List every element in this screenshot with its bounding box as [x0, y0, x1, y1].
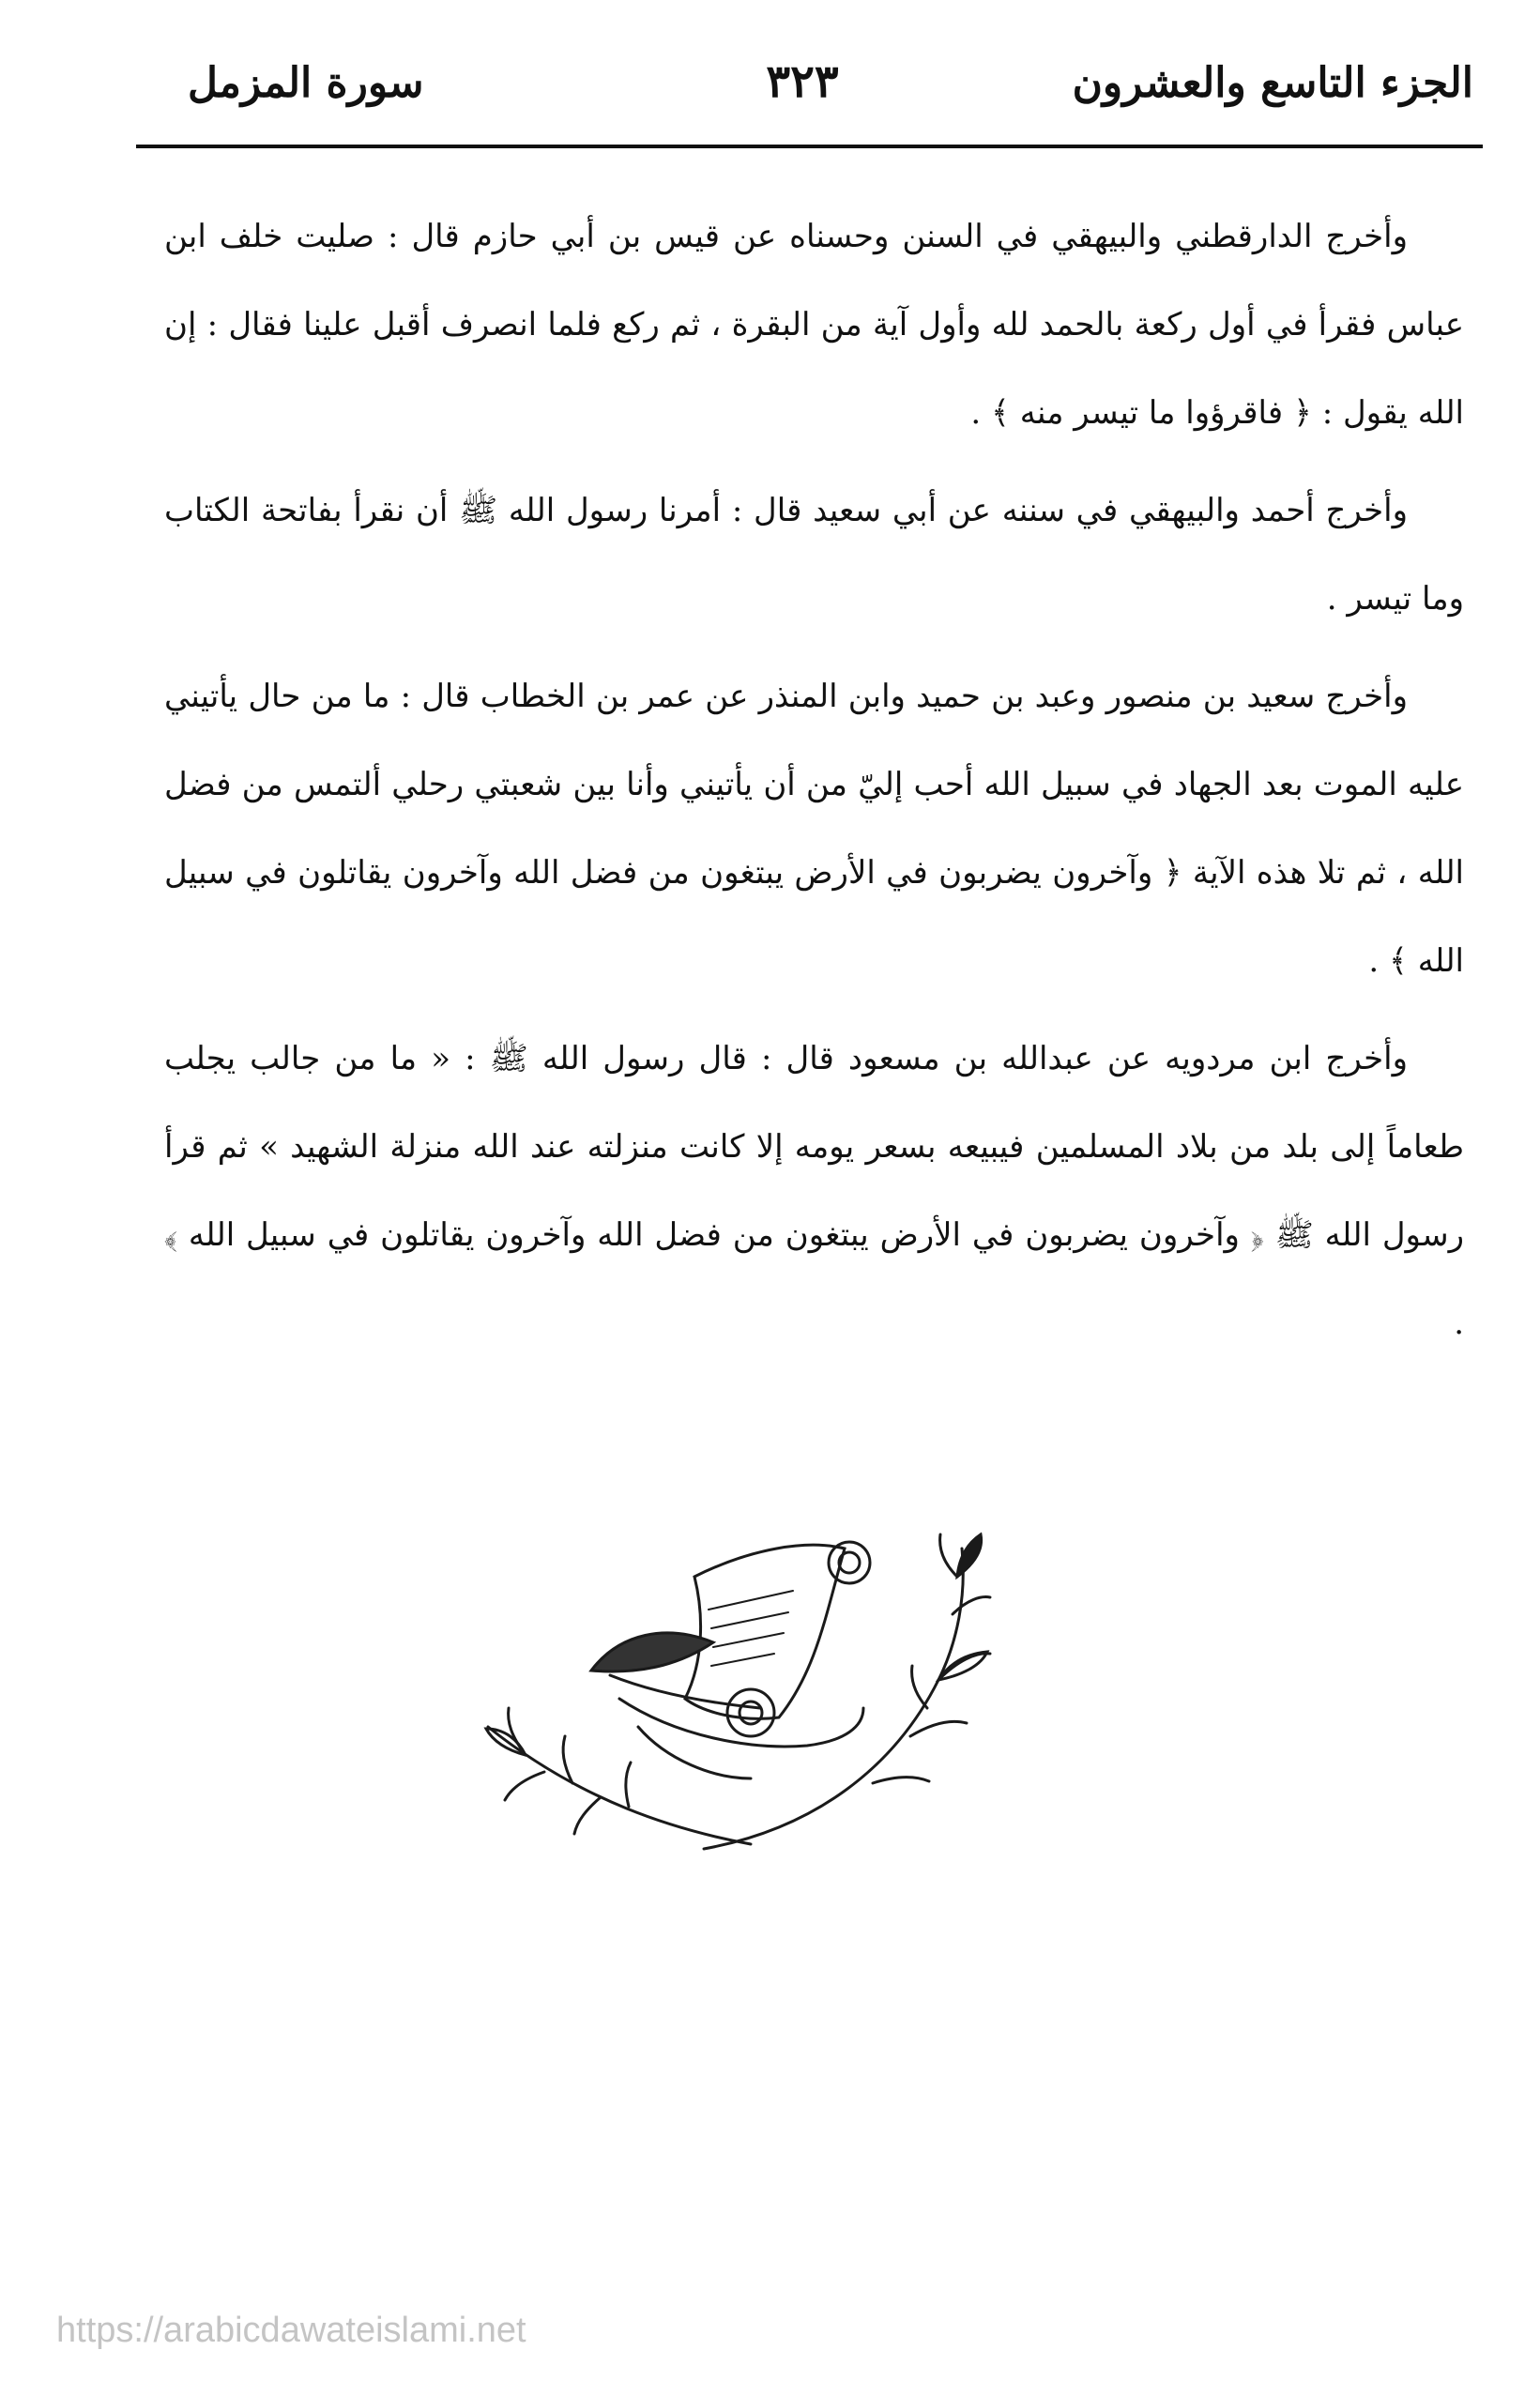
running-head-part: الجزء التاسع والعشرون [1072, 59, 1473, 107]
running-head-surah: سورة المزمل [188, 59, 424, 107]
paragraph-3: وأخرج سعيد بن منصور وعبد بن حميد وابن المنذر عن عمر بن الخطاب قال : ما من حال يأتيني عليه الموت بعد الجهاد في سبيل الله أحب إليّ من أن يأتيني وأنا بين شعبتي رحلي ألتمس من فضل الله ، ثم تلا هذه الآية ﴿ وآخرون يضربون في الأرض يبتغون من فضل الله وآخرون يقاتلون في سبيل الله ﴾ . [164, 678, 1464, 980]
paragraph-2: وأخرج أحمد والبيهقي في سننه عن أبي سعيد قال : أمرنا رسول الله ﷺ أن نقرأ بفاتحة الكتاب وما تيسر . [164, 492, 1464, 618]
body-text [164, 192, 1464, 1377]
paragraph-1: وأخرج الدارقطني والبيهقي في السنن وحسناه عن قيس بن أبي حازم قال : صليت خلف ابن عباس فقرأ في أول ركعة بالحمد لله وأول آية من البقرة ، ثم ركع فلما انصرف أقبل علينا فقال : إن الله يقول : ﴿ فاقرؤوا ما تيسر منه ﴾ . [164, 218, 1464, 432]
header-rule [136, 145, 1483, 148]
watermark-url: https://arabicdawateislami.net [56, 2311, 526, 2350]
page-header [131, 52, 1473, 145]
paragraph-4: وأخرج ابن مردويه عن عبدالله بن مسعود قال : قال رسول الله ﷺ : « ما من جالب يجلب طعاماً إلى بلد من بلاد المسلمين فيبيعه بسعر يومه إلا كانت منزلته عند الله منزلة الشهيد » ثم قرأ رسول الله ﷺ ﴿ وآخرون يضربون في الأرض يبتغون من فضل الله وآخرون يقاتلون في سبيل الله ﴾ . [164, 1040, 1464, 1342]
page-number: ٣٢٣ [766, 55, 839, 108]
scroll-quill-laurel-ornament-icon [469, 1511, 995, 1868]
